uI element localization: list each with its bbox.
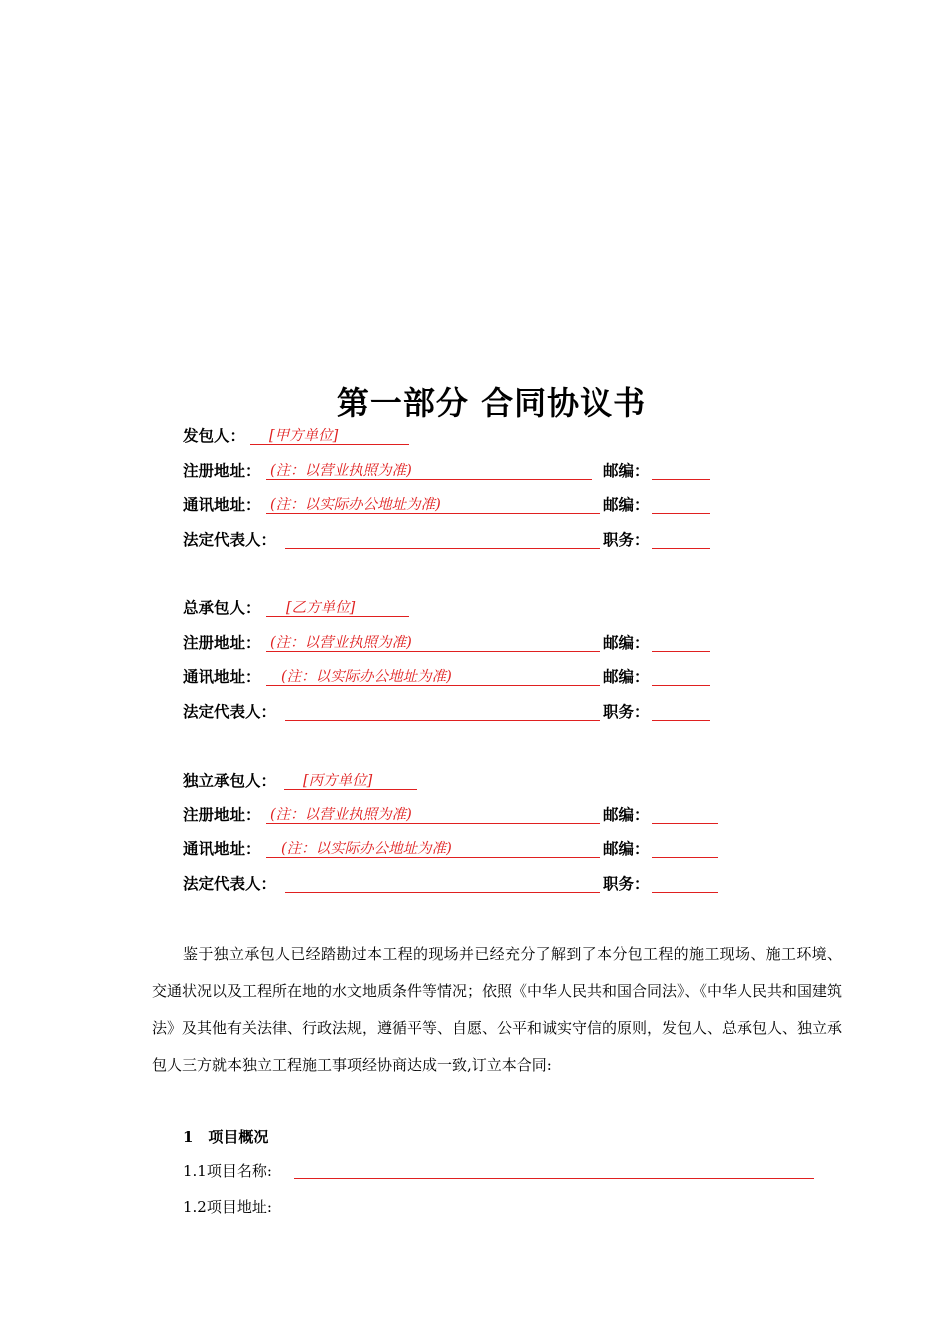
registered-address-underline <box>266 651 600 652</box>
legal-representative-label: 法定代表人： <box>183 874 277 893</box>
zip-label: 邮编： <box>603 633 650 652</box>
legal-representative-field[interactable] <box>285 548 600 549</box>
zip-field[interactable] <box>652 823 718 824</box>
zip-field[interactable] <box>652 513 710 514</box>
project-address-label: 1.2项目地址: <box>183 1198 272 1216</box>
party-name-underline <box>266 616 409 617</box>
position-label: 职务： <box>603 530 650 549</box>
party-role-label: 独立承包人： <box>183 771 277 790</box>
party-name-underline <box>250 444 409 445</box>
position-field[interactable] <box>652 720 710 721</box>
position-label: 职务： <box>603 702 650 721</box>
legal-representative-field[interactable] <box>285 720 600 721</box>
project-name-label: 1.1项目名称: <box>183 1162 272 1180</box>
registered-address-label: 注册地址： <box>183 633 261 652</box>
registered-address-underline <box>266 823 600 824</box>
zip-label: 邮编： <box>603 495 650 514</box>
zip-label: 邮编： <box>603 667 650 686</box>
registered-address-label: 注册地址： <box>183 461 261 480</box>
party-role-label: 发包人： <box>183 426 246 445</box>
position-field[interactable] <box>652 548 710 549</box>
page-title: 第一部分 合同协议书 <box>336 384 647 422</box>
party-name[interactable]: [丙方单位] <box>303 773 373 789</box>
party-name[interactable]: [甲方单位] <box>269 428 339 444</box>
zip-label: 邮编： <box>603 461 650 480</box>
legal-representative-label: 法定代表人： <box>183 530 277 549</box>
position-label: 职务： <box>603 874 650 893</box>
registered-address-field[interactable]: (注：以营业执照为准) <box>270 463 412 479</box>
registered-address-field[interactable]: (注：以营业执照为准) <box>270 807 412 823</box>
section-heading: 1 项目概况 <box>183 1128 269 1146</box>
legal-representative-field[interactable] <box>285 892 600 893</box>
party-role-label: 总承包人： <box>183 598 261 617</box>
zip-label: 邮编： <box>603 839 650 858</box>
zip-field[interactable] <box>652 651 710 652</box>
zip-field[interactable] <box>652 685 710 686</box>
communication-address-field[interactable]: (注：以实际办公地址为准) <box>281 669 452 685</box>
registered-address-underline <box>266 479 592 480</box>
legal-representative-label: 法定代表人： <box>183 702 277 721</box>
communication-address-underline <box>266 685 600 686</box>
registered-address-label: 注册地址： <box>183 805 261 824</box>
party-name[interactable]: [乙方单位] <box>286 600 356 616</box>
zip-field[interactable] <box>652 479 710 480</box>
communication-address-field[interactable]: (注：以实际办公地址为准) <box>270 497 441 513</box>
preamble-paragraph: 鉴于独立承包人已经踏勘过本工程的现场并已经充分了解到了本分包工程的施工现场、施工环境、交通状况以及工程所在地的水文地质条件等情况；依照《中华人民共和国合同法》、《中华人民共和国建筑法》及其他有关法律、行政法规，遵循平等、自愿、公平和诚实守信的原则，发包人、总承包人、独立承包人三方就本独立工程施工事项经协商达成一致,订立本合同: <box>152 945 843 1074</box>
zip-label: 邮编： <box>603 805 650 824</box>
communication-address-label: 通讯地址： <box>183 667 261 686</box>
communication-address-label: 通讯地址： <box>183 495 261 514</box>
zip-field[interactable] <box>652 857 718 858</box>
party-name-underline <box>284 789 417 790</box>
position-field[interactable] <box>652 892 718 893</box>
communication-address-underline <box>266 857 600 858</box>
registered-address-field[interactable]: (注：以营业执照为准) <box>270 635 412 651</box>
communication-address-label: 通讯地址： <box>183 839 261 858</box>
communication-address-underline <box>266 513 600 514</box>
communication-address-field[interactable]: (注：以实际办公地址为准) <box>281 841 452 857</box>
project-name-field[interactable] <box>294 1178 814 1179</box>
